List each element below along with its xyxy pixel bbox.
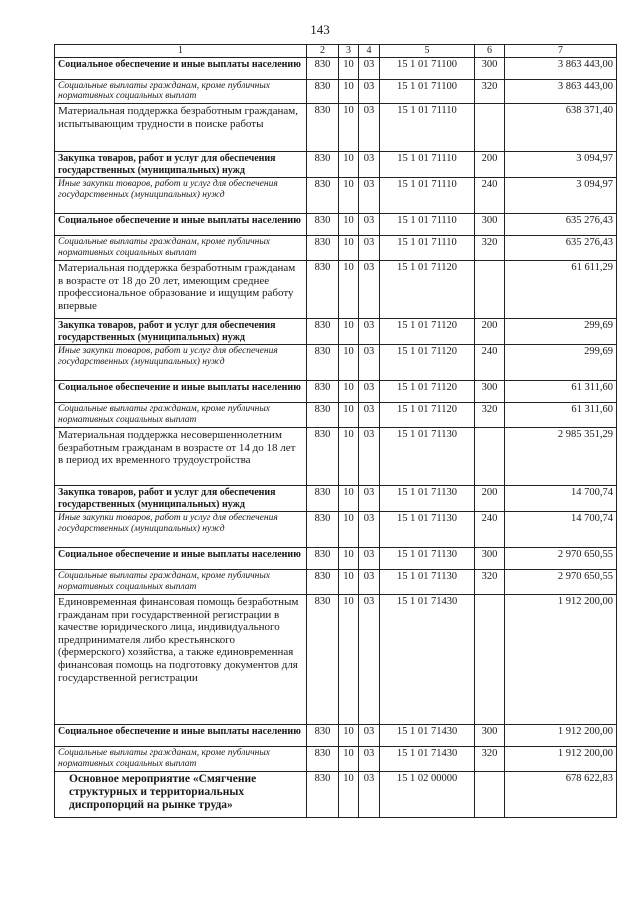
ministry-code-cell: 830 xyxy=(307,345,339,381)
column-header: 6 xyxy=(475,45,505,58)
row-name-cell: Иные закупки товаров, работ и услуг для обеспечения государственных (муниципальных) нужд xyxy=(55,345,307,381)
expense-type-cell: 200 xyxy=(475,486,505,512)
row-name-cell: Единовременная финансовая помощь безработным гражданам при государственной регистрации в качестве юридического лица, индивидуального предпринимателя либо крестьянского (фермерского) хозяйства, а также единовременная финансовая помощь на подготовку документов для государственной регистрации xyxy=(55,594,307,724)
subsection-code-cell: 03 xyxy=(359,548,380,570)
subsection-code-cell: 03 xyxy=(359,79,380,104)
ministry-code-cell: 830 xyxy=(307,428,339,486)
amount-cell: 61 311,60 xyxy=(505,381,617,403)
amount-cell: 299,69 xyxy=(505,345,617,381)
table-row xyxy=(55,236,617,261)
row-name-cell: Материальная поддержка несовершеннолетним безработным гражданам в возрасте от 14 до 18 лет в период их временного трудоустройства xyxy=(55,428,307,486)
table-row xyxy=(55,381,617,403)
table-row xyxy=(55,261,617,319)
amount-cell: 678 622,83 xyxy=(505,771,617,817)
subsection-code-cell: 03 xyxy=(359,261,380,319)
table-row xyxy=(55,345,617,381)
ministry-code-cell: 830 xyxy=(307,403,339,428)
subsection-code-cell: 03 xyxy=(359,57,380,79)
ministry-code-cell: 830 xyxy=(307,746,339,771)
ministry-code-cell: 830 xyxy=(307,548,339,570)
row-name-cell: Социальное обеспечение и иные выплаты населению xyxy=(55,57,307,79)
row-name-cell: Основное мероприятие «Смягчение структурных и территориальных диспропорций на рынке труда» xyxy=(55,771,307,817)
amount-cell: 1 912 200,00 xyxy=(505,594,617,724)
row-name-cell: Материальная поддержка безработным гражданам, испытывающим трудности в поиске работы xyxy=(55,104,307,152)
expense-type-cell: 320 xyxy=(475,403,505,428)
expense-type-cell: 300 xyxy=(475,57,505,79)
amount-cell: 1 912 200,00 xyxy=(505,746,617,771)
amount-cell: 2 970 650,55 xyxy=(505,570,617,595)
section-code-cell: 10 xyxy=(339,178,359,214)
table-row xyxy=(55,771,617,817)
section-code-cell: 10 xyxy=(339,570,359,595)
expense-type-cell: 300 xyxy=(475,381,505,403)
amount-cell: 3 863 443,00 xyxy=(505,79,617,104)
ministry-code-cell: 830 xyxy=(307,381,339,403)
section-code-cell: 10 xyxy=(339,381,359,403)
section-code-cell: 10 xyxy=(339,236,359,261)
subsection-code-cell: 03 xyxy=(359,594,380,724)
target-article-cell: 15 1 01 71110 xyxy=(380,236,475,261)
table-row xyxy=(55,428,617,486)
target-article-cell: 15 1 01 71120 xyxy=(380,319,475,345)
section-code-cell: 10 xyxy=(339,724,359,746)
ministry-code-cell: 830 xyxy=(307,214,339,236)
column-header: 3 xyxy=(339,45,359,58)
row-name-cell: Иные закупки товаров, работ и услуг для обеспечения государственных (муниципальных) нужд xyxy=(55,512,307,548)
row-name-cell: Социальные выплаты гражданам, кроме публичных нормативных социальных выплат xyxy=(55,746,307,771)
target-article-cell: 15 1 01 71110 xyxy=(380,152,475,178)
table-row xyxy=(55,152,617,178)
target-article-cell: 15 1 01 71130 xyxy=(380,548,475,570)
expense-type-cell: 320 xyxy=(475,570,505,595)
row-name-cell: Закупка товаров, работ и услуг для обеспечения государственных (муниципальных) нужд xyxy=(55,152,307,178)
subsection-code-cell: 03 xyxy=(359,381,380,403)
column-header: 7 xyxy=(505,45,617,58)
table-row xyxy=(55,570,617,595)
subsection-code-cell: 03 xyxy=(359,486,380,512)
subsection-code-cell: 03 xyxy=(359,724,380,746)
amount-cell: 14 700,74 xyxy=(505,512,617,548)
table-row xyxy=(55,214,617,236)
section-code-cell: 10 xyxy=(339,512,359,548)
expense-type-cell: 320 xyxy=(475,746,505,771)
target-article-cell: 15 1 01 71100 xyxy=(380,57,475,79)
table-row xyxy=(55,746,617,771)
row-name-cell: Социальное обеспечение и иные выплаты населению xyxy=(55,724,307,746)
table-row xyxy=(55,486,617,512)
table-row xyxy=(55,724,617,746)
amount-cell: 3 863 443,00 xyxy=(505,57,617,79)
ministry-code-cell: 830 xyxy=(307,152,339,178)
amount-cell: 635 276,43 xyxy=(505,214,617,236)
column-header: 2 xyxy=(307,45,339,58)
subsection-code-cell: 03 xyxy=(359,570,380,595)
budget-table xyxy=(54,44,617,818)
subsection-code-cell: 03 xyxy=(359,214,380,236)
target-article-cell: 15 1 01 71120 xyxy=(380,345,475,381)
subsection-code-cell: 03 xyxy=(359,236,380,261)
amount-cell: 3 094,97 xyxy=(505,152,617,178)
subsection-code-cell: 03 xyxy=(359,403,380,428)
column-header: 5 xyxy=(380,45,475,58)
ministry-code-cell: 830 xyxy=(307,79,339,104)
subsection-code-cell: 03 xyxy=(359,319,380,345)
column-header: 1 xyxy=(55,45,307,58)
row-name-cell: Закупка товаров, работ и услуг для обеспечения государственных (муниципальных) нужд xyxy=(55,486,307,512)
target-article-cell: 15 1 01 71430 xyxy=(380,746,475,771)
section-code-cell: 10 xyxy=(339,57,359,79)
row-name-cell: Социальное обеспечение и иные выплаты населению xyxy=(55,381,307,403)
target-article-cell: 15 1 02 00000 xyxy=(380,771,475,817)
section-code-cell: 10 xyxy=(339,345,359,381)
row-name-cell: Социальное обеспечение и иные выплаты населению xyxy=(55,548,307,570)
target-article-cell: 15 1 01 71110 xyxy=(380,178,475,214)
section-code-cell: 10 xyxy=(339,771,359,817)
table-row xyxy=(55,594,617,724)
expense-type-cell: 240 xyxy=(475,345,505,381)
expense-type-cell: 200 xyxy=(475,319,505,345)
section-code-cell: 10 xyxy=(339,548,359,570)
table-row xyxy=(55,403,617,428)
section-code-cell: 10 xyxy=(339,214,359,236)
expense-type-cell: 300 xyxy=(475,724,505,746)
row-name-cell: Социальные выплаты гражданам, кроме публичных нормативных социальных выплат xyxy=(55,570,307,595)
subsection-code-cell: 03 xyxy=(359,178,380,214)
table-row xyxy=(55,79,617,104)
section-code-cell: 10 xyxy=(339,79,359,104)
section-code-cell: 10 xyxy=(339,428,359,486)
column-header-row xyxy=(55,45,617,58)
expense-type-cell: 300 xyxy=(475,548,505,570)
ministry-code-cell: 830 xyxy=(307,771,339,817)
section-code-cell: 10 xyxy=(339,104,359,152)
row-name-cell: Иные закупки товаров, работ и услуг для обеспечения государственных (муниципальных) нужд xyxy=(55,178,307,214)
amount-cell: 61 611,29 xyxy=(505,261,617,319)
target-article-cell: 15 1 01 71430 xyxy=(380,594,475,724)
target-article-cell: 15 1 01 71120 xyxy=(380,403,475,428)
target-article-cell: 15 1 01 71130 xyxy=(380,486,475,512)
section-code-cell: 10 xyxy=(339,403,359,428)
ministry-code-cell: 830 xyxy=(307,178,339,214)
amount-cell: 14 700,74 xyxy=(505,486,617,512)
amount-cell: 638 371,40 xyxy=(505,104,617,152)
row-name-cell: Социальное обеспечение и иные выплаты населению xyxy=(55,214,307,236)
subsection-code-cell: 03 xyxy=(359,771,380,817)
subsection-code-cell: 03 xyxy=(359,512,380,548)
amount-cell: 1 912 200,00 xyxy=(505,724,617,746)
column-header: 4 xyxy=(359,45,380,58)
row-name-cell: Материальная поддержка безработным гражданам в возрасте от 18 до 20 лет, имеющим среднее профессиональное образование и ищущим работу впервые xyxy=(55,261,307,319)
section-code-cell: 10 xyxy=(339,486,359,512)
subsection-code-cell: 03 xyxy=(359,428,380,486)
page-number: 143 xyxy=(310,22,330,37)
amount-cell: 299,69 xyxy=(505,319,617,345)
expense-type-cell: 320 xyxy=(475,79,505,104)
target-article-cell: 15 1 01 71130 xyxy=(380,512,475,548)
target-article-cell: 15 1 01 71100 xyxy=(380,79,475,104)
target-article-cell: 15 1 01 71130 xyxy=(380,428,475,486)
amount-cell: 2 970 650,55 xyxy=(505,548,617,570)
ministry-code-cell: 830 xyxy=(307,261,339,319)
table-row xyxy=(55,178,617,214)
expense-type-cell: 200 xyxy=(475,152,505,178)
section-code-cell: 10 xyxy=(339,594,359,724)
section-code-cell: 10 xyxy=(339,152,359,178)
expense-type-cell xyxy=(475,428,505,486)
subsection-code-cell: 03 xyxy=(359,104,380,152)
subsection-code-cell: 03 xyxy=(359,152,380,178)
row-name-cell: Социальные выплаты гражданам, кроме публичных нормативных социальных выплат xyxy=(55,236,307,261)
ministry-code-cell: 830 xyxy=(307,104,339,152)
ministry-code-cell: 830 xyxy=(307,57,339,79)
table-row xyxy=(55,57,617,79)
expense-type-cell xyxy=(475,104,505,152)
expense-type-cell: 240 xyxy=(475,512,505,548)
ministry-code-cell: 830 xyxy=(307,724,339,746)
ministry-code-cell: 830 xyxy=(307,570,339,595)
table-row xyxy=(55,548,617,570)
amount-cell: 2 985 351,29 xyxy=(505,428,617,486)
table-row xyxy=(55,319,617,345)
target-article-cell: 15 1 01 71120 xyxy=(380,261,475,319)
row-name-cell: Закупка товаров, работ и услуг для обеспечения государственных (муниципальных) нужд xyxy=(55,319,307,345)
expense-type-cell: 300 xyxy=(475,214,505,236)
ministry-code-cell: 830 xyxy=(307,236,339,261)
expense-type-cell xyxy=(475,261,505,319)
ministry-code-cell: 830 xyxy=(307,319,339,345)
expense-type-cell: 320 xyxy=(475,236,505,261)
target-article-cell: 15 1 01 71120 xyxy=(380,381,475,403)
subsection-code-cell: 03 xyxy=(359,345,380,381)
amount-cell: 61 311,60 xyxy=(505,403,617,428)
expense-type-cell xyxy=(475,771,505,817)
section-code-cell: 10 xyxy=(339,746,359,771)
ministry-code-cell: 830 xyxy=(307,594,339,724)
target-article-cell: 15 1 01 71430 xyxy=(380,724,475,746)
ministry-code-cell: 830 xyxy=(307,512,339,548)
table-row xyxy=(55,512,617,548)
ministry-code-cell: 830 xyxy=(307,486,339,512)
target-article-cell: 15 1 01 71110 xyxy=(380,214,475,236)
amount-cell: 3 094,97 xyxy=(505,178,617,214)
amount-cell: 635 276,43 xyxy=(505,236,617,261)
row-name-cell: Социальные выплаты гражданам, кроме публичных нормативных социальных выплат xyxy=(55,403,307,428)
expense-type-cell xyxy=(475,594,505,724)
target-article-cell: 15 1 01 71110 xyxy=(380,104,475,152)
subsection-code-cell: 03 xyxy=(359,746,380,771)
section-code-cell: 10 xyxy=(339,319,359,345)
table-row xyxy=(55,104,617,152)
expense-type-cell: 240 xyxy=(475,178,505,214)
target-article-cell: 15 1 01 71130 xyxy=(380,570,475,595)
row-name-cell: Социальные выплаты гражданам, кроме публичных нормативных социальных выплат xyxy=(55,79,307,104)
section-code-cell: 10 xyxy=(339,261,359,319)
